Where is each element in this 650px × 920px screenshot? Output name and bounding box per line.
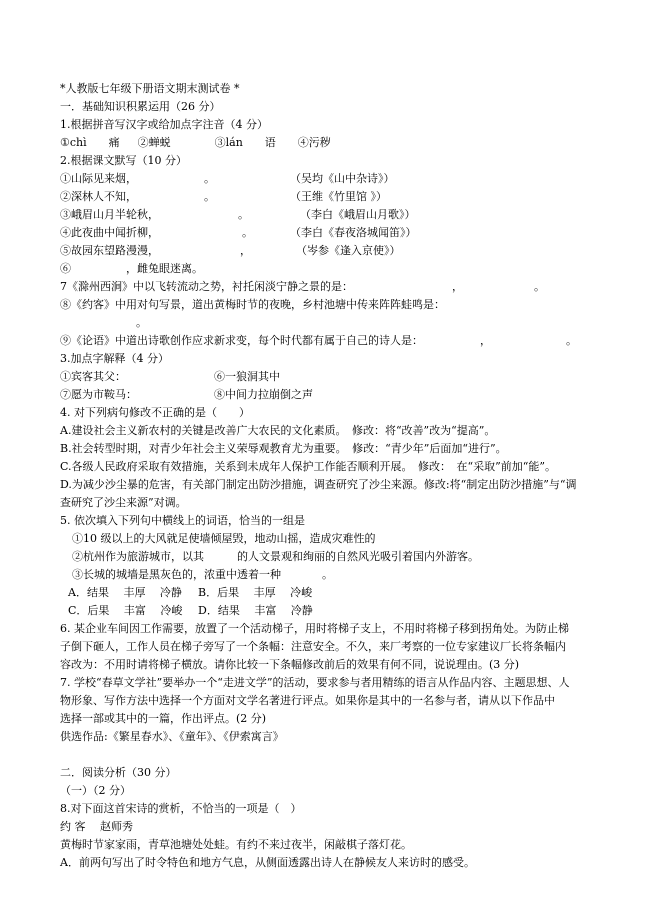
q2-line-9: ⑨《论语》中道出诗歌创作应求新求变，每个时代都有属于自己的诗人是：	[60, 334, 423, 347]
q2-line-3-source: （李白《峨眉山月歌》）	[300, 208, 416, 221]
q6-line-3: 容改为：不用时请将梯子横放。请你比较一下条幅修改前后的效果有何不同，说说理由。(3 分)	[60, 658, 520, 671]
q2-line-7: 7《滁州西涧》中以飞转流动之势，衬托闲淡宁静之景的是：	[60, 280, 353, 293]
q2-line-4-verse: ④此夜曲中闻折柳，	[60, 226, 159, 239]
q2-line-7-end: 。	[534, 280, 545, 293]
q6-line-2: 子倒下砸人，工作人员在梯子旁写了一个条幅：注意安全。不久，来厂考察的一位专家建议厂长将条幅内	[60, 640, 566, 653]
q8-poem-title: 约 客 赵师秀	[60, 820, 133, 833]
q5-option-b: B．后果 丰厚 冷峻	[198, 586, 313, 599]
q5-option-c: C．后果 丰富 冷峻	[68, 604, 183, 617]
q4-option-a: A.建设社会主义新农村的关键是改善广大农民的文化素质。 修改：将“改善”改为“提高”。	[60, 424, 496, 437]
q4-option-d: D.为减少沙尘暴的危害，有关部门制定出防沙措施，调查研究了沙尘来源。修改:将“制定出防沙措施”与“调	[60, 478, 577, 491]
q5-sentence-3: ③长城的城墙是黑灰色的，浓重中透着一种	[72, 568, 281, 581]
q2-line-5-punct: ，	[240, 244, 251, 257]
q2-line-7-comma: ，	[452, 280, 463, 293]
q2-line-9-comma: ，	[480, 334, 491, 347]
q5-option-a: A．结果 丰厚 冷静	[68, 586, 182, 599]
q1-prompt: 1.根据拼音写汉字或给加点字注音（4 分）	[60, 118, 268, 131]
q4-option-b: B.社会转型时期，对青少年社会主义荣辱观教育尤为重要。 修改：“青少年”后面加“进行”。	[60, 442, 507, 455]
q2-line-8-end: 。	[136, 316, 147, 329]
q2-line-9-end: 。	[566, 334, 577, 347]
q6-line-1: 6. 某企业车间因工作需要，放置了一个活动梯子，用时将梯子支上，不用时将梯子移到拐角处。为防止梯	[60, 622, 569, 635]
q2-line-1-punct: 。	[204, 172, 215, 185]
q2-line-8: ⑧《约客》中用对句写景，道出黄梅时节的夜晚，乡村池塘中传来阵阵蛙鸣是：	[60, 298, 445, 311]
q2-line-1-verse: ①山际见来烟，	[60, 172, 137, 185]
q5-sentence-2: ②杭州作为旅游城市，以其 的人文景观和绚丽的自然风光吸引着国内外游客。	[72, 550, 479, 563]
q4-option-d-cont: 查研究了沙尘来源”对调。	[60, 496, 187, 509]
q3-item-6: ⑥一狼洞其中	[214, 370, 280, 383]
q2-line-2-punct: 。	[204, 190, 215, 203]
q2-line-2-source: （王维《竹里馆 》）	[290, 190, 387, 203]
q7-line-2: 物形象、写作方法中选择一个方面对文学名著进行评点。如果你是其中的一名参与者，请从以下作品中	[60, 694, 555, 707]
q5-sentence-3-end: 。	[322, 568, 333, 581]
q8-prompt: 8.对下面这首宋诗的赏析，不恰当的一项是（ ）	[60, 802, 302, 815]
exam-title: *人教版七年级下册语文期末测试卷 *	[60, 82, 240, 95]
q3-item-1: ①宾客其父：	[60, 370, 126, 383]
section-2-heading: 二．阅读分析（30 分）	[60, 766, 177, 779]
q8-option-a: A．前两句写出了时令特色和地方气息，从侧面透露出诗人在静候友人来访时的感受。	[60, 856, 475, 869]
q2-line-1-source: （吴均《山中杂诗》）	[290, 172, 395, 185]
q2-line-5-source: （岑参《逢入京使》）	[296, 244, 401, 257]
section-1-heading: 一．基础知识积累运用（26 分）	[60, 100, 221, 113]
q2-prompt: 2.根据课文默写（10 分）	[60, 154, 187, 167]
q7-line-4: 供选作品:《繁星春水》、《童年》、《伊索寓言》	[60, 730, 284, 743]
q2-line-3-verse: ③峨眉山月半轮秋，	[60, 208, 159, 221]
q3-item-7: ⑦愿为市鞍马：	[60, 388, 137, 401]
q2-line-2-verse: ②深林人不知，	[60, 190, 137, 203]
q2-line-6: ⑥ ，雌兔眼迷离。	[60, 262, 203, 275]
q1-items: ①chì 痛 ②蝉蜕 ③lán 语 ④污秽	[60, 136, 331, 149]
q2-line-4-punct: 。	[242, 226, 253, 239]
q8-poem-text: 黄梅时节家家雨，青草池塘处处蛙。有约不来过夜半，闲敲棋子落灯花。	[60, 838, 412, 851]
part-1-heading: （一）（2 分）	[60, 784, 131, 797]
q3-prompt: 3.加点字解释（4 分）	[60, 352, 169, 365]
q3-item-8: ⑧中间力拉崩倒之声	[214, 388, 313, 401]
q7-line-1: 7. 学校“春草文学社”要举办一个“走进文学”的活动，要求参与者用精练的语言从作品内容、主题思想、人	[60, 676, 570, 689]
q2-line-3-punct: 。	[238, 208, 249, 221]
q2-line-4-source: （李白《春夜洛城闻笛》）	[290, 226, 417, 239]
q5-option-d: D．结果 丰富 冷静	[198, 604, 313, 617]
q2-line-5-verse: ⑤故园东望路漫漫，	[60, 244, 159, 257]
q5-sentence-1: ①10 级以上的大风就足使墙倾屋毁，地动山摇，造成灾难性的	[72, 532, 376, 545]
q7-line-3: 选择一部或其中的一篇，作出评点。(2 分)	[60, 712, 267, 725]
q4-option-c: C.各级人民政府采取有效措施，关系到未成年人保护工作能否顺利开展。 修改： 在“采取”前加“能”。	[60, 460, 557, 473]
q5-prompt: 5. 依次填入下列句中横线上的词语，恰当的一组是	[60, 514, 305, 527]
q4-prompt: 4. 对下列病句修改不正确的是（ ）	[60, 406, 250, 419]
